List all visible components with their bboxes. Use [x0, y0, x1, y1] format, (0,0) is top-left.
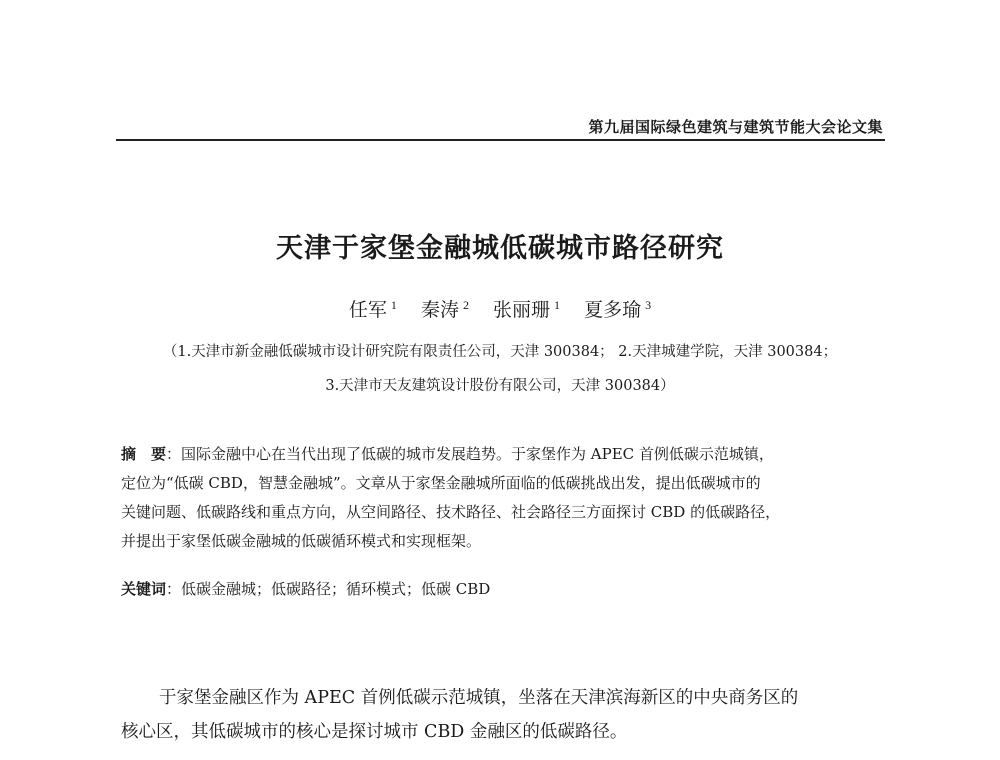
abstract: [121, 440, 881, 556]
author-list: [0, 295, 1000, 322]
author-affil-marker: 1: [390, 298, 397, 312]
author-name: 夏多瑜: [584, 299, 642, 321]
paper-title: 天津于家堡金融城低碳城市路径研究: [276, 233, 724, 264]
header-rule: [116, 139, 885, 141]
affiliations-line-1: （1.天津市新金融低碳城市设计研究院有限责任公司，天津 300384； 2.天津城建学院，天津 300384；: [162, 344, 838, 360]
body-line: 核心区，其低碳城市的核心是探讨城市 CBD 金融区的低碳路径。: [121, 722, 628, 742]
abstract-text: ：国际金融中心在当代出现了低碳的城市发展趋势。于家堡作为 APEC 首例低碳示范城镇，: [166, 445, 774, 463]
author-affil-marker: 2: [462, 298, 469, 312]
abstract-line: 并提出于家堡低碳金融城的低碳循环模式和实现框架。: [121, 532, 482, 550]
author-item: [349, 295, 397, 322]
body-line: [121, 681, 901, 715]
running-header: 第九届国际绿色建筑与建筑节能大会论文集: [588, 118, 883, 136]
author-item: [584, 295, 651, 322]
keywords-label: 关键词: [121, 580, 167, 598]
author-name: 任军: [348, 299, 387, 321]
abstract-line: 关键问题、低碳路线和重点方向，从空间路径、技术路径、社会路径三方面探讨 CBD 的低碳路径，: [121, 503, 781, 521]
abstract-label: 摘 要: [121, 445, 167, 463]
author-name: 秦涛: [420, 299, 459, 321]
affiliations-line-2: 3.天津市天友建筑设计股份有限公司，天津 300384）: [325, 378, 675, 394]
author-item: [493, 295, 560, 322]
body-paragraph: [121, 681, 901, 749]
keywords-text: ：低碳金融城；低碳路径；循环模式；低碳 CBD: [166, 580, 491, 598]
author-affil-marker: 1: [554, 298, 561, 312]
author-name: 张丽珊: [493, 299, 551, 321]
body-text: 于家堡金融区作为 APEC 首例低碳示范城镇，坐落在天津滨海新区的中央商务区的: [159, 688, 799, 708]
abstract-line: [121, 440, 881, 469]
author-item: [421, 295, 469, 322]
abstract-line: 定位为“低碳 CBD，智慧金融城”。文章从于家堡金融城所面临的低碳挑战出发，提出低碳城市的: [121, 474, 761, 492]
keywords: [121, 578, 881, 599]
author-affil-marker: 3: [645, 298, 652, 312]
